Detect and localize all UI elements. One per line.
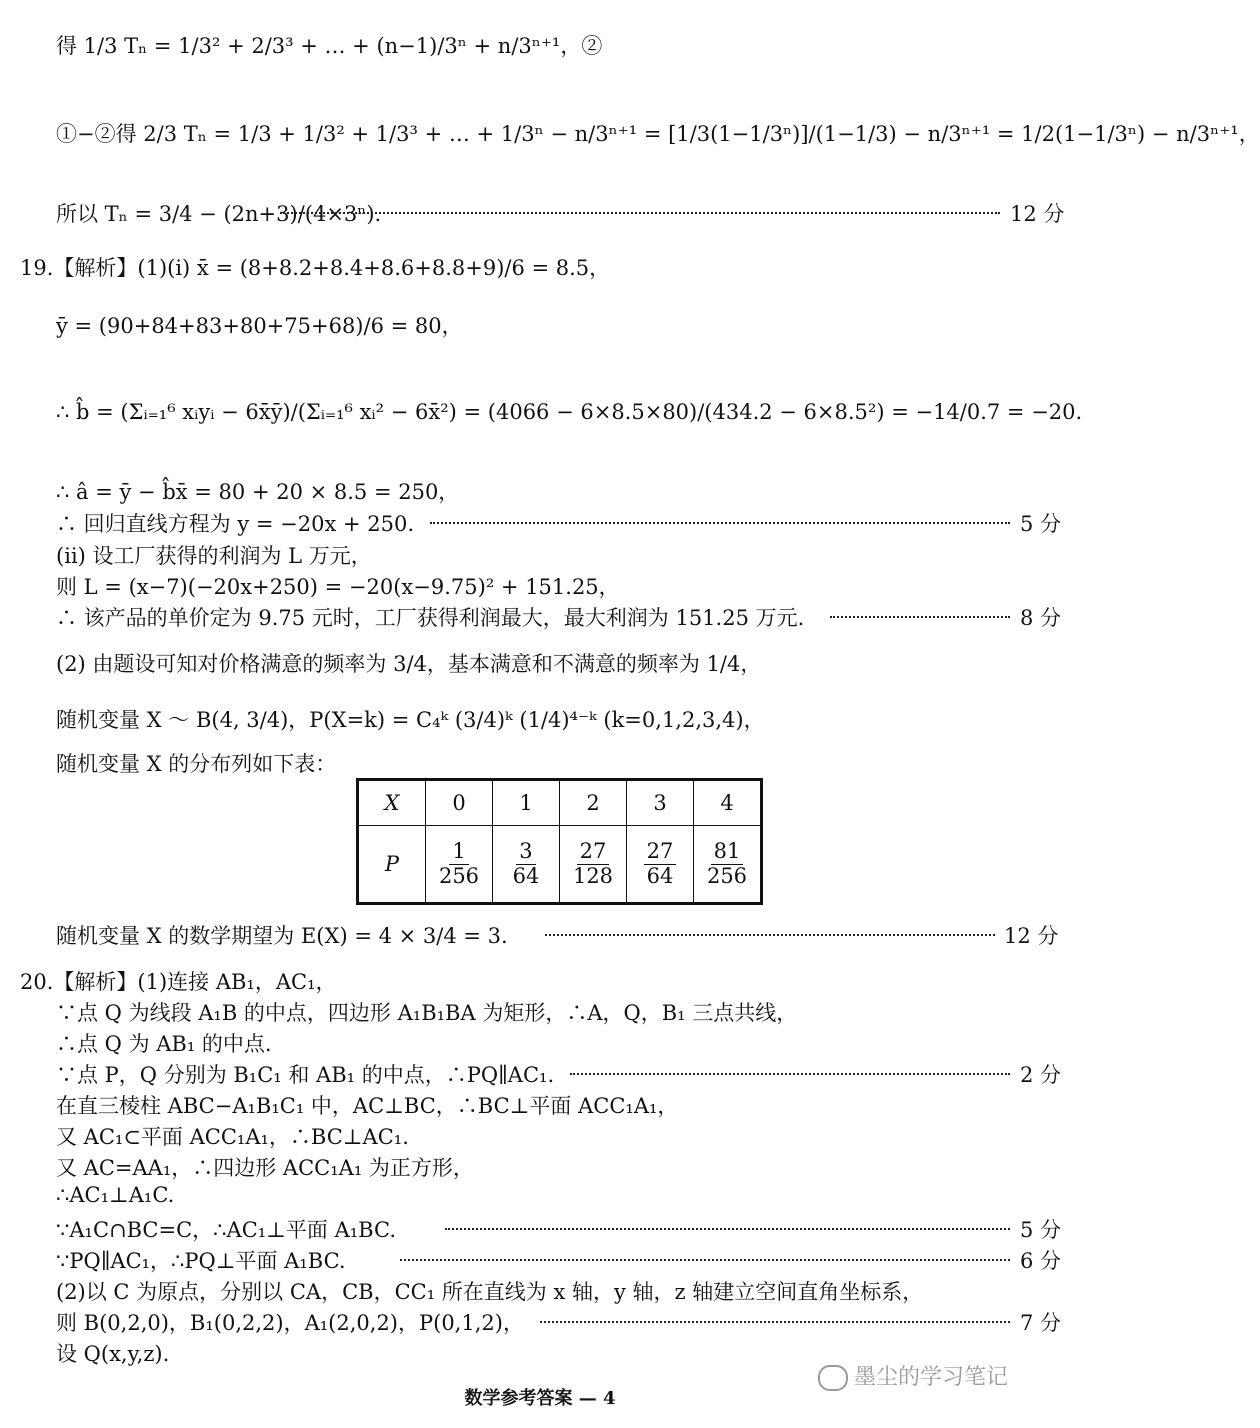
profit-conclusion-line: ∴ 该产品的单价定为 9.75 元时，工厂获得利润最大，最大利润为 151.25 万元. — [56, 606, 805, 630]
proof-line: ∵A₁C∩BC=C，∴AC₁⊥平面 A₁BC. — [56, 1218, 396, 1242]
fraction-denominator: 256 — [438, 863, 480, 888]
binomial-line: 随机变量 X ～ B(4, 3/4)，P(X=k) = C₄ᵏ (3/4)ᵏ (1/4)⁴⁻ᵏ (k=0,1,2,3,4)， — [56, 708, 765, 732]
proof-line: 又 AC₁⊂平面 ACC₁A₁，∴BC⊥AC₁. — [56, 1125, 409, 1149]
page-footer: 数学参考答案 — 4 — [464, 1388, 616, 1409]
watermark-text: 墨尘的学习笔记 — [854, 1365, 1009, 1390]
score-leader — [540, 1321, 1010, 1323]
proof-line: ∴AC₁⊥A₁C. — [56, 1183, 175, 1207]
slope-b-line: ∴ b̂ = (Σᵢ₌₁⁶ xᵢyᵢ − 6x̄ȳ)/(Σᵢ₌₁⁶ xᵢ² − 6x̄²) = (4066 − 6×8.5×80)/(434.2 − 6×8.5²) = −14/0.7 = −20. — [56, 400, 1083, 424]
mean-y-line: ȳ = (90+84+83+80+75+68)/6 = 80， — [56, 314, 463, 338]
table-header-cell: 2 — [560, 780, 627, 826]
fraction-numerator: 27 — [577, 840, 610, 864]
table-header-cell: 0 — [426, 780, 493, 826]
proof-line: ∵点 P，Q 分别为 B₁C₁ 和 AB₁ 的中点，∴PQ∥AC₁. — [56, 1063, 555, 1087]
fraction-numerator: 27 — [644, 840, 677, 864]
score-label: 8 分 — [1020, 606, 1062, 630]
score-leader — [445, 1228, 1010, 1230]
intercept-a-line: ∴ â = ȳ − b̂x̄ = 80 + 20 × 8.5 = 250， — [56, 480, 460, 504]
table-header-cell: 1 — [493, 780, 560, 826]
derivation-line-1: 得 1/3 Tₙ = 1/3² + 2/3³ + … + (n−1)/3ⁿ + n/3ⁿ⁺¹，② — [56, 34, 603, 58]
score-label: 12 分 — [1004, 924, 1059, 948]
table-cell — [560, 826, 627, 904]
table-cell — [493, 826, 560, 904]
fraction-denominator: 128 — [572, 863, 614, 888]
regression-line: ∴ 回归直线方程为 y = −20x + 250. — [56, 512, 415, 536]
table-header-cell: X — [358, 780, 426, 826]
score-label: 5 分 — [1020, 1218, 1062, 1242]
profit-setup-line: (ⅱ) 设工厂获得的利润为 L 万元， — [56, 544, 372, 568]
fraction-numerator: 1 — [449, 840, 468, 864]
score-label: 6 分 — [1020, 1249, 1062, 1273]
question-20-heading: 20.【解析】(1)连接 AB₁，AC₁， — [20, 970, 337, 994]
table-cell — [627, 826, 694, 904]
table-cell — [694, 826, 762, 904]
score-label: 12 分 — [1010, 202, 1065, 226]
proof-line: 又 AC=AA₁，∴四边形 ACC₁A₁ 为正方形， — [56, 1156, 474, 1180]
proof-line: 在直三棱柱 ABC−A₁B₁C₁ 中，AC⊥BC，∴BC⊥平面 ACC₁A₁， — [56, 1094, 679, 1118]
score-leader — [830, 616, 1010, 618]
frequency-line: (2) 由题设可知对价格满意的频率为 3/4，基本满意和不满意的频率为 1/4， — [56, 652, 762, 676]
score-leader — [545, 934, 995, 936]
table-row-label: P — [358, 826, 426, 904]
proof-line: ∴点 Q 为 AB₁ 的中点. — [56, 1032, 272, 1056]
table-header-cell: 3 — [627, 780, 694, 826]
score-leader — [430, 522, 1010, 524]
score-label: 2 分 — [1020, 1063, 1062, 1087]
score-leader — [570, 1073, 1010, 1075]
score-label: 5 分 — [1020, 512, 1062, 536]
fraction-numerator: 3 — [516, 840, 535, 864]
distribution-intro-line: 随机变量 X 的分布列如下表： — [56, 752, 337, 776]
expectation-line: 随机变量 X 的数学期望为 E(X) = 4 × 3/4 = 3. — [56, 924, 508, 948]
score-label: 7 分 — [1020, 1311, 1062, 1335]
fraction-denominator: 64 — [512, 863, 540, 888]
proof-line: (2)以 C 为原点，分别以 CA，CB，CC₁ 所在直线为 x 轴，y 轴，z 轴建立空间直角坐标系， — [56, 1280, 924, 1304]
fraction-denominator: 64 — [646, 863, 674, 888]
score-leader — [280, 212, 1000, 214]
score-leader — [400, 1259, 1010, 1261]
profit-function-line: 则 L = (x−7)(−20x+250) = −20(x−9.75)² + 151.25， — [56, 575, 620, 599]
proof-line: ∵PQ∥AC₁，∴PQ⊥平面 A₁BC. — [56, 1249, 346, 1273]
fraction-numerator: 81 — [711, 840, 744, 864]
proof-line: 则 B(0,2,0)，B₁(0,2,2)，A₁(2,0,2)，P(0,1,2)， — [56, 1311, 524, 1335]
question-19-heading: 19.【解析】(1)(ⅰ) x̄ = (8+8.2+8.4+8.6+8.8+9)/6 = 8.5， — [20, 256, 611, 280]
proof-line: 设 Q(x,y,z). — [56, 1342, 170, 1366]
table-header-cell: 4 — [694, 780, 762, 826]
proof-line: ∵点 Q 为线段 A₁B 的中点，四边形 A₁B₁BA 为矩形，∴A，Q，B₁ 三点共线， — [56, 1001, 798, 1025]
derivation-line-3: 所以 Tₙ = 3/4 − (2n+3)/(4×3ⁿ). — [56, 202, 382, 226]
distribution-table — [356, 778, 763, 905]
fraction-denominator: 256 — [706, 863, 748, 888]
table-cell — [426, 826, 493, 904]
derivation-line-2: ①−②得 2/3 Tₙ = 1/3 + 1/3² + 1/3³ + … + 1/3ⁿ − n/3ⁿ⁺¹ = [1/3(1−1/3ⁿ)]/(1−1/3) − n/3ⁿ⁺¹ = 1/2(1−1/3ⁿ) − n/3ⁿ⁺¹， — [56, 122, 1260, 146]
